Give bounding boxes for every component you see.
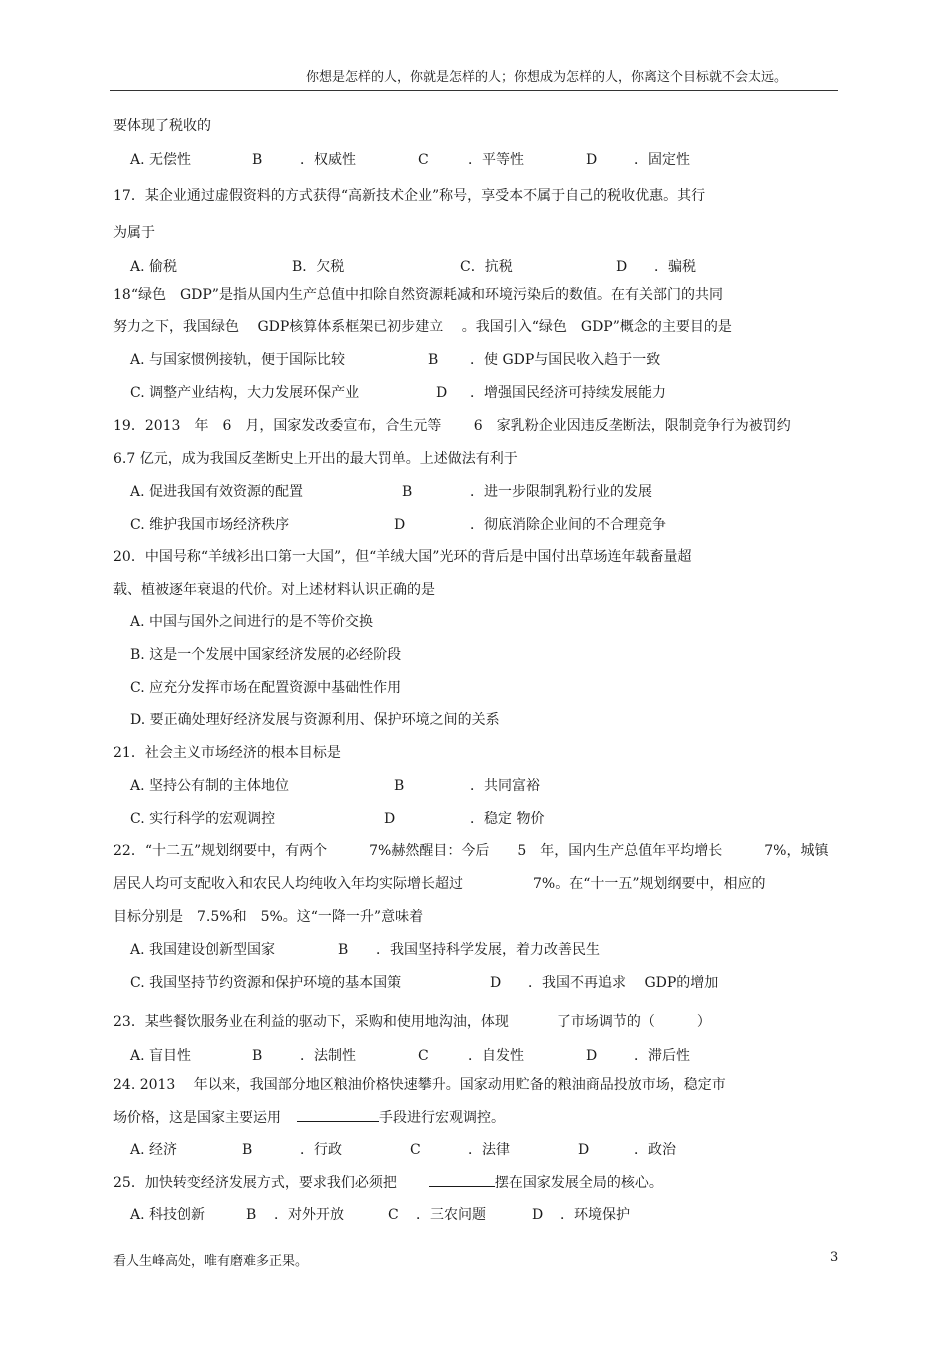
- q22-stem-line2: 居民人均可支配收入和农民人均纯收入年均实际增长超过 7%。在“十一五”规划纲要中，相应的: [113, 876, 766, 892]
- q20-stem-line2: 载、植被逐年衰退的代价。对上述材料认识正确的是: [113, 582, 435, 598]
- q21-option-d: ．稳定 物价: [470, 811, 545, 827]
- header-motto: 你想是怎样的人，你就是怎样的人；你想成为怎样的人，你离这个目标就不会太远。: [306, 70, 788, 85]
- q22-option-b: ．我国坚持科学发展，着力改善民生: [376, 942, 600, 958]
- q18-option-d-letter: D: [436, 385, 448, 401]
- q23-option-d: ．滞后性: [634, 1048, 690, 1064]
- q21-option-c: C. 实行科学的宏观调控: [130, 811, 276, 827]
- footer-motto: 看人生峰高处，唯有磨难多正果。: [113, 1254, 309, 1269]
- q16-option-b-letter: B: [252, 152, 263, 168]
- q17-option-c: C．抗税: [460, 259, 513, 275]
- q25-option-b: ．对外开放: [274, 1207, 344, 1223]
- q25-stem: [113, 1172, 663, 1193]
- q23-option-d-letter: D: [586, 1048, 598, 1064]
- q17-option-d: ．骗税: [654, 259, 696, 275]
- q24-option-c-letter: C: [410, 1142, 421, 1158]
- q21-option-b: ．共同富裕: [470, 778, 540, 794]
- q20-option-b: B. 这是一个发展中国家经济发展的必经阶段: [130, 647, 402, 663]
- q20-option-c: C. 应充分发挥市场在配置资源中基础性作用: [130, 680, 402, 696]
- q24-option-d-letter: D: [578, 1142, 590, 1158]
- q23-option-a: A. 盲目性: [130, 1048, 192, 1064]
- q17-stem-line1: 17．某企业通过虚假资料的方式获得“高新技术企业”称号，享受本不属于自己的税收优惠。其行: [113, 188, 706, 204]
- q24-option-d: ．政治: [634, 1142, 676, 1158]
- q18-stem-line1: 18“绿色 GDP”是指从国内生产总值中扣除自然资源耗减和环境污染后的数值。在有关部门的共同: [113, 287, 723, 303]
- q19-option-a: A. 促进我国有效资源的配置: [130, 484, 304, 500]
- q23-stem: [113, 1012, 711, 1032]
- q24-stem-line1: 24. 2013 年以来，我国部分地区粮油价格快速攀升。国家动用贮备的粮油商品投放市场，稳定市: [113, 1077, 726, 1093]
- q18-option-b-letter: B: [428, 352, 439, 368]
- q25-stem-part1: 25．加快转变经济发展方式，要求我们必须把: [113, 1175, 397, 1191]
- q20-option-d: D. 要正确处理好经济发展与资源利用、保护环境之间的关系: [130, 712, 500, 728]
- q25-option-d-letter: D: [532, 1207, 544, 1223]
- q16-option-d: ．固定性: [634, 152, 690, 168]
- q23-option-c: ．自发性: [468, 1048, 524, 1064]
- q24-option-b: ．行政: [300, 1142, 342, 1158]
- q21-option-a: A. 坚持公有制的主体地位: [130, 778, 290, 794]
- q25-option-b-letter: B: [246, 1207, 257, 1223]
- page-number: 3: [830, 1250, 839, 1265]
- q24-option-c: ．法律: [468, 1142, 510, 1158]
- q22-option-b-letter: B: [338, 942, 349, 958]
- q19-option-d: ．彻底消除企业间的不合理竞争: [470, 517, 666, 533]
- q16-stem: 要体现了税收的: [113, 118, 211, 134]
- q19-stem-line2: 6.7 亿元，成为我国反垄断史上开出的最大罚单。上述做法有利于: [113, 451, 518, 467]
- q23-option-c-letter: C: [418, 1048, 429, 1064]
- q19-option-c: C. 维护我国市场经济秩序: [130, 517, 290, 533]
- q19-stem-line1: 19．2013 年 6 月，国家发改委宣布，合生元等 6 家乳粉企业因违反垄断法，限制竞争行为被罚约: [113, 418, 791, 434]
- q23-stem-part1: 23．某些餐饮服务业在利益的驱动下，采购和使用地沟油，体现: [113, 1014, 509, 1030]
- q22-stem-line3: 目标分别是 7.5%和 5%。这“一降一升”意味着: [113, 909, 424, 925]
- q20-option-a: A. 中国与国外之间进行的是不等价交换: [130, 614, 374, 630]
- q16-option-b: ．权威性: [300, 152, 356, 168]
- q25-option-d: ．环境保护: [560, 1207, 630, 1223]
- q22-option-d-letter: D: [490, 975, 502, 991]
- q18-stem-line2: 努力之下，我国绿色 GDP核算体系框架已初步建立 。我国引入“绿色 GDP”概念的主要目的是: [113, 319, 732, 335]
- q16-option-c: ．平等性: [468, 152, 524, 168]
- q22-option-d: ．我国不再追求 GDP的增加: [528, 975, 719, 991]
- q22-option-a: A. 我国建设创新型国家: [130, 942, 276, 958]
- q24-answer-blank: [297, 1107, 379, 1122]
- q16-option-a: A. 无偿性: [130, 152, 192, 168]
- q17-option-a: A. 偷税: [130, 259, 178, 275]
- q18-option-c: C. 调整产业结构，大力发展环保产业: [130, 385, 360, 401]
- q24-stem-line2: [113, 1107, 505, 1128]
- q18-option-a: A. 与国家惯例接轨，便于国际比较: [130, 352, 346, 368]
- header-divider: [110, 90, 838, 91]
- q17-option-b: B．欠税: [292, 259, 345, 275]
- q24-stem-part1: 场价格，这是国家主要运用: [113, 1110, 281, 1126]
- q17-option-d-letter: D: [616, 259, 628, 275]
- q21-option-d-letter: D: [384, 811, 396, 827]
- q19-option-b: ．进一步限制乳粉行业的发展: [470, 484, 652, 500]
- q23-stem-part2: 了市场调节的（ ）: [556, 1014, 711, 1030]
- q18-option-b: ．使 GDP与国民收入趋于一致: [470, 352, 661, 368]
- q21-option-b-letter: B: [394, 778, 405, 794]
- q16-option-c-letter: C: [418, 152, 429, 168]
- q19-option-d-letter: D: [394, 517, 406, 533]
- q20-stem-line1: 20．中国号称“羊绒衫出口第一大国”，但“羊绒大国”光环的背后是中国付出草场连年载畜量超: [113, 549, 692, 565]
- q19-option-b-letter: B: [402, 484, 413, 500]
- q17-stem-line2: 为属于: [113, 225, 155, 241]
- q18-option-d: ．增强国民经济可持续发展能力: [470, 385, 666, 401]
- q22-stem-line1: 22．“十二五”规划纲要中，有两个 7%赫然醒目：今后 5 年，国内生产总值年平均增长 7%，城镇: [113, 843, 829, 859]
- q24-stem-part2: 手段进行宏观调控。: [379, 1110, 505, 1126]
- q16-option-d-letter: D: [586, 152, 598, 168]
- q22-option-c: C. 我国坚持节约资源和保护环境的基本国策: [130, 975, 402, 991]
- q23-option-b-letter: B: [252, 1048, 263, 1064]
- q21-stem: 21．社会主义市场经济的根本目标是: [113, 745, 341, 761]
- q24-option-a: A. 经济: [130, 1142, 178, 1158]
- q25-option-c-letter: C: [388, 1207, 399, 1223]
- q23-option-b: ．法制性: [300, 1048, 356, 1064]
- q25-answer-blank: [429, 1172, 495, 1187]
- q25-option-c: ．三农问题: [416, 1207, 486, 1223]
- q25-stem-part2: 摆在国家发展全局的核心。: [494, 1175, 663, 1191]
- q24-option-b-letter: B: [242, 1142, 253, 1158]
- q25-option-a: A. 科技创新: [130, 1207, 206, 1223]
